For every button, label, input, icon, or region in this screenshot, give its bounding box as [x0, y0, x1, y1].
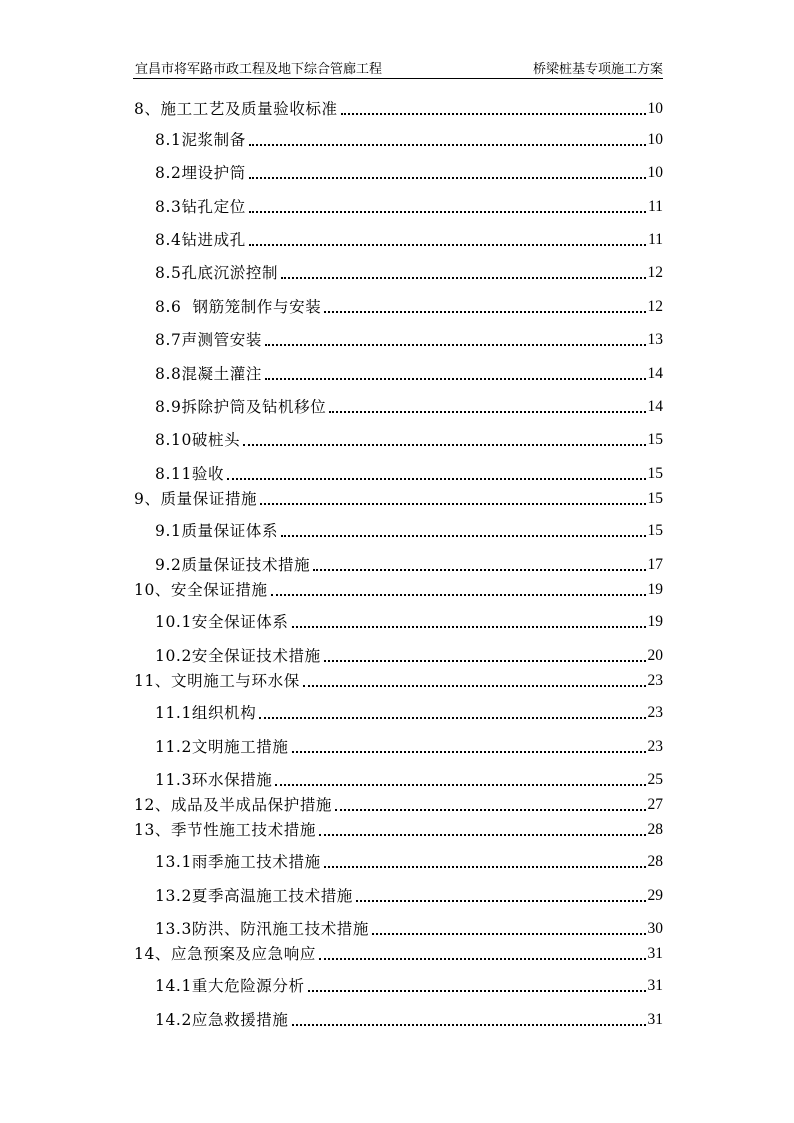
toc-leader-dots — [275, 784, 645, 786]
toc-entry[interactable] — [155, 395, 663, 417]
toc-entry[interactable] — [155, 295, 663, 317]
toc-leader-dots — [243, 444, 645, 446]
toc-entry-title: 10.2安全保证技术措施 — [155, 647, 321, 665]
toc-leader-dots — [303, 685, 646, 687]
toc-leader-dots — [335, 809, 645, 811]
toc-page-number: 13 — [647, 331, 663, 348]
toc-leader-dots — [356, 900, 646, 902]
toc-entry-title: 11.1组织机构 — [155, 704, 257, 722]
toc-page-number: 15 — [647, 490, 663, 507]
toc-page-number: 19 — [647, 581, 663, 598]
toc-entry[interactable] — [155, 195, 663, 217]
toc-page-number: 14 — [647, 365, 663, 382]
toc-entry[interactable] — [134, 669, 663, 691]
toc-entry-title: 14.1重大危险源分析 — [155, 977, 305, 995]
document-title: 桥梁桩基专项施工方案 — [532, 62, 663, 77]
toc-entry[interactable] — [155, 519, 663, 541]
toc-entry[interactable] — [155, 610, 663, 632]
toc-entry-title: 8.5孔底沉淤控制 — [155, 264, 279, 282]
toc-entry-title: 9.2质量保证技术措施 — [155, 556, 311, 574]
toc-entry-title: 13.2夏季高温施工技术措施 — [155, 887, 353, 905]
toc-leader-dots — [265, 378, 646, 380]
toc-page-number: 23 — [647, 704, 663, 721]
toc-entry-title: 9.1质量保证体系 — [155, 522, 279, 540]
toc-page-number: 31 — [647, 977, 663, 994]
toc-page-number: 20 — [647, 647, 663, 664]
toc-entry[interactable] — [155, 161, 663, 183]
toc-page-number: 12 — [647, 264, 663, 281]
toc-entry-title: 8.11验收 — [155, 465, 225, 483]
toc-entry[interactable] — [155, 701, 663, 723]
toc-page-number: 23 — [647, 672, 663, 689]
toc-page-number: 15 — [647, 465, 663, 482]
toc-entry-title: 8.2埋设护筒 — [155, 164, 246, 182]
toc-entry-title: 10.1安全保证体系 — [155, 613, 289, 631]
toc-entry[interactable] — [155, 974, 663, 996]
toc-entry-title: 11.2文明施工措施 — [155, 738, 289, 756]
toc-entry[interactable] — [134, 942, 663, 964]
toc-page-number: 12 — [647, 298, 663, 315]
toc-leader-dots — [227, 478, 645, 480]
toc-entry[interactable] — [134, 97, 663, 119]
toc-entry-title: 8.1泥浆制备 — [155, 131, 246, 149]
toc-entry-title: 13、季节性施工技术措施 — [134, 821, 316, 839]
toc-page-number: 29 — [647, 887, 663, 904]
toc-leader-dots — [249, 177, 646, 179]
toc-entry[interactable] — [155, 128, 663, 150]
toc-page-number: 31 — [647, 1011, 663, 1028]
toc-entry-title: 10、安全保证措施 — [134, 581, 268, 599]
page-header — [133, 56, 663, 79]
toc-leader-dots — [329, 411, 645, 413]
toc-page-number: 15 — [647, 431, 663, 448]
toc-leader-dots — [292, 1024, 646, 1026]
toc-entry[interactable] — [155, 768, 663, 790]
toc-page-number: 23 — [647, 738, 663, 755]
toc-entry-title: 13.1雨季施工技术措施 — [155, 853, 321, 871]
toc-leader-dots — [341, 113, 646, 115]
toc-leader-dots — [292, 626, 646, 628]
toc-leader-dots — [292, 751, 646, 753]
toc-page-number: 11 — [648, 198, 663, 215]
toc-entry-title: 8.10破桩头 — [155, 431, 241, 449]
toc-entry-title: 13.3防洪、防汛施工技术措施 — [155, 920, 370, 938]
toc-entry[interactable] — [155, 1008, 663, 1030]
toc-entry-title: 8.7声测管安装 — [155, 331, 262, 349]
toc-leader-dots — [259, 717, 645, 719]
toc-page-number: 11 — [648, 231, 663, 248]
toc-page-number: 28 — [647, 853, 663, 870]
toc-page-number: 10 — [647, 131, 663, 148]
toc-entry[interactable] — [155, 917, 663, 939]
toc-entry[interactable] — [155, 362, 663, 384]
toc-entry[interactable] — [134, 578, 663, 600]
toc-leader-dots — [249, 244, 646, 246]
toc-leader-dots — [308, 990, 646, 992]
toc-entry[interactable] — [155, 462, 663, 484]
toc-leader-dots — [271, 594, 646, 596]
toc-entry-title: 14.2应急救援措施 — [155, 1011, 289, 1029]
toc-leader-dots — [260, 503, 645, 505]
toc-entry-title: 8.8混凝土灌注 — [155, 365, 262, 383]
toc-entry[interactable] — [134, 487, 663, 509]
toc-entry-title: 8.9拆除护筒及钻机移位 — [155, 398, 327, 416]
toc-leader-dots — [281, 277, 645, 279]
toc-entry[interactable] — [155, 328, 663, 350]
toc-entry-title: 8.4钻进成孔 — [155, 231, 246, 249]
toc-leader-dots — [265, 344, 646, 346]
toc-page-number: 17 — [647, 556, 663, 573]
toc-entry-title: 11.3环水保措施 — [155, 771, 273, 789]
toc-entry[interactable] — [155, 884, 663, 906]
toc-leader-dots — [281, 535, 645, 537]
toc-leader-dots — [319, 834, 646, 836]
toc-entry-title: 8.6 钢筋笼制作与安装 — [155, 298, 322, 316]
toc-leader-dots — [372, 933, 645, 935]
toc-entry[interactable] — [155, 428, 663, 450]
toc-entry-title: 9、质量保证措施 — [134, 490, 258, 508]
toc-entry[interactable] — [134, 793, 663, 815]
toc-entry[interactable] — [155, 228, 663, 250]
toc-leader-dots — [249, 211, 646, 213]
toc-entry-title: 8.3钻孔定位 — [155, 198, 246, 216]
toc-leader-dots — [324, 660, 646, 662]
toc-page-number: 31 — [647, 945, 663, 962]
toc-entry-title: 12、成品及半成品保护措施 — [134, 796, 333, 814]
toc-entry[interactable] — [155, 644, 663, 666]
toc-page-number: 19 — [647, 613, 663, 630]
toc-entry[interactable] — [134, 818, 663, 840]
toc-page-number: 25 — [647, 771, 663, 788]
toc-page-number: 15 — [647, 522, 663, 539]
toc-page-number: 28 — [647, 821, 663, 838]
toc-leader-dots — [249, 144, 646, 146]
toc-page-number: 27 — [647, 796, 663, 813]
toc-leader-dots — [324, 866, 646, 868]
toc-entry[interactable] — [155, 261, 663, 283]
toc-page-number: 14 — [647, 398, 663, 415]
project-title: 宜昌市将军路市政工程及地下综合管廊工程 — [135, 62, 383, 77]
toc-entry-title: 8、施工工艺及质量验收标准 — [134, 100, 338, 118]
toc-entry-title: 14、应急预案及应急响应 — [134, 945, 316, 963]
toc-leader-dots — [324, 311, 645, 313]
toc-entry-title: 11、文明施工与环水保 — [134, 672, 300, 690]
toc-page-number: 10 — [647, 164, 663, 181]
toc-page-number: 10 — [647, 100, 663, 117]
toc-leader-dots — [319, 958, 646, 960]
toc-entry[interactable] — [155, 850, 663, 872]
toc-entry[interactable] — [155, 735, 663, 757]
toc-page-number: 30 — [647, 920, 663, 937]
toc-entry[interactable] — [155, 553, 663, 575]
toc-leader-dots — [313, 569, 645, 571]
